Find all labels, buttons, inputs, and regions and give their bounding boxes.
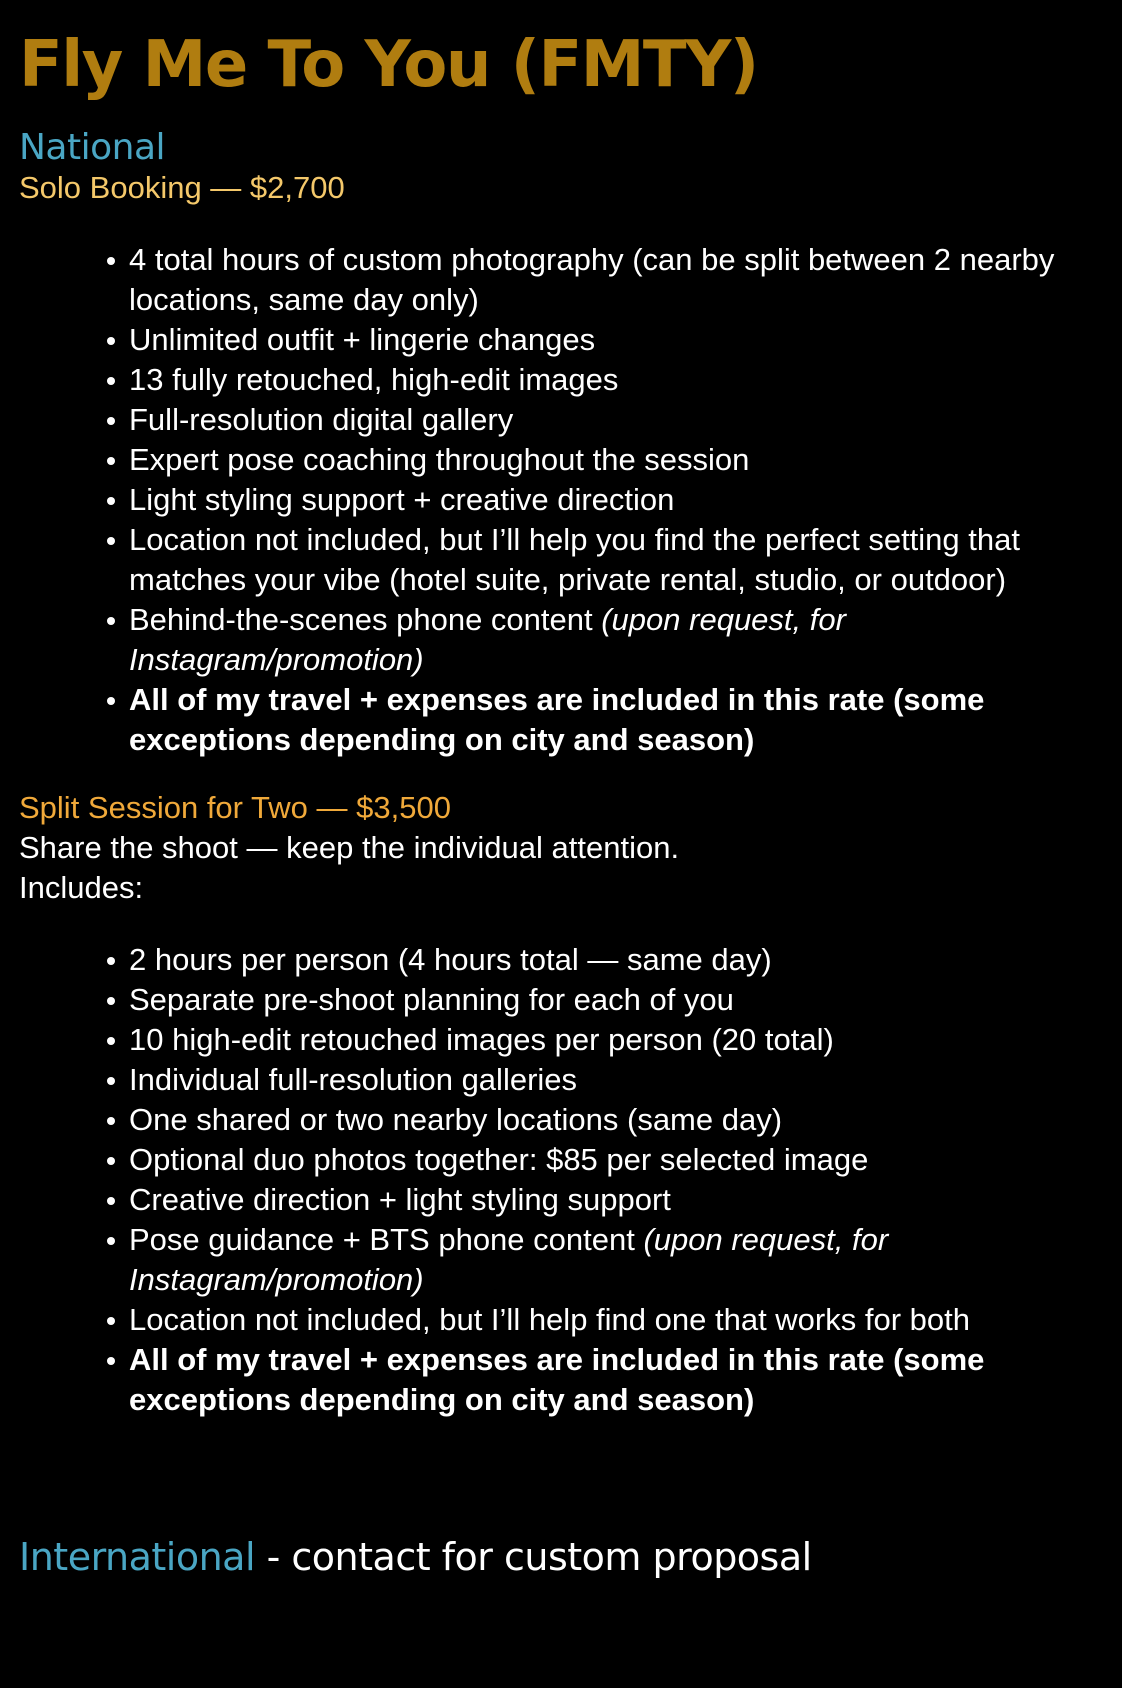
list-item: Unlimited outfit + lingerie changes xyxy=(129,320,1089,360)
list-item: Individual full-resolution galleries xyxy=(129,1060,1089,1100)
region-national-heading: National xyxy=(19,127,166,168)
list-item: 4 total hours of custom photography (can be split between 2 nearby locations, same day only) xyxy=(129,240,1089,320)
bts-text: Behind-the-scenes phone content xyxy=(129,602,602,637)
split-session-tagline: Share the shoot — keep the individual attention. xyxy=(19,830,680,865)
page-content xyxy=(19,24,1109,1420)
list-item: Full-resolution digital gallery xyxy=(129,400,1089,440)
pose-note: (upon request, for Instagram/promotion) xyxy=(129,1222,889,1297)
list-item: 10 high-edit retouched images per person (20 total) xyxy=(129,1020,1089,1060)
split-session-heading: Split Session for Two — $3,500 xyxy=(19,790,451,825)
list-item: Light styling support + creative direction xyxy=(129,480,1089,520)
international-line xyxy=(19,1533,812,1581)
split-session-list xyxy=(19,940,1109,1420)
list-item-bts xyxy=(129,600,1089,680)
list-item-travel-note: All of my travel + expenses are included in this rate (some exceptions depending on city and season) xyxy=(129,1340,1089,1420)
solo-booking-list xyxy=(19,240,1109,760)
list-item-location: Location not included, but I’ll help find one that works for both xyxy=(129,1300,1089,1340)
list-item: Expert pose coaching throughout the session xyxy=(129,440,1089,480)
list-item-pose xyxy=(129,1220,1089,1300)
solo-booking-heading: Solo Booking — $2,700 xyxy=(19,170,345,205)
list-item: 13 fully retouched, high-edit images xyxy=(129,360,1089,400)
list-item: Optional duo photos together: $85 per selected image xyxy=(129,1140,1089,1180)
list-item-travel-note: All of my travel + expenses are included in this rate (some exceptions depending on city and season) xyxy=(129,680,1089,760)
list-item: Creative direction + light styling support xyxy=(129,1180,1089,1220)
list-item: 2 hours per person (4 hours total — same day) xyxy=(129,940,1089,980)
international-note: - contact for custom proposal xyxy=(255,1535,812,1579)
list-item: One shared or two nearby locations (same day) xyxy=(129,1100,1089,1140)
list-item: Separate pre-shoot planning for each of you xyxy=(129,980,1089,1020)
page-title: Fly Me To You (FMTY) xyxy=(19,28,758,102)
pose-text: Pose guidance + BTS phone content xyxy=(129,1222,644,1257)
international-label: International xyxy=(19,1535,256,1579)
bts-note: (upon request, for Instagram/promotion) xyxy=(129,602,846,677)
list-item: Location not included, but I’ll help you find the perfect setting that matches your vibe (hotel suite, private rental, studio, or outdoor) xyxy=(129,520,1089,600)
includes-label: Includes: xyxy=(19,870,144,905)
